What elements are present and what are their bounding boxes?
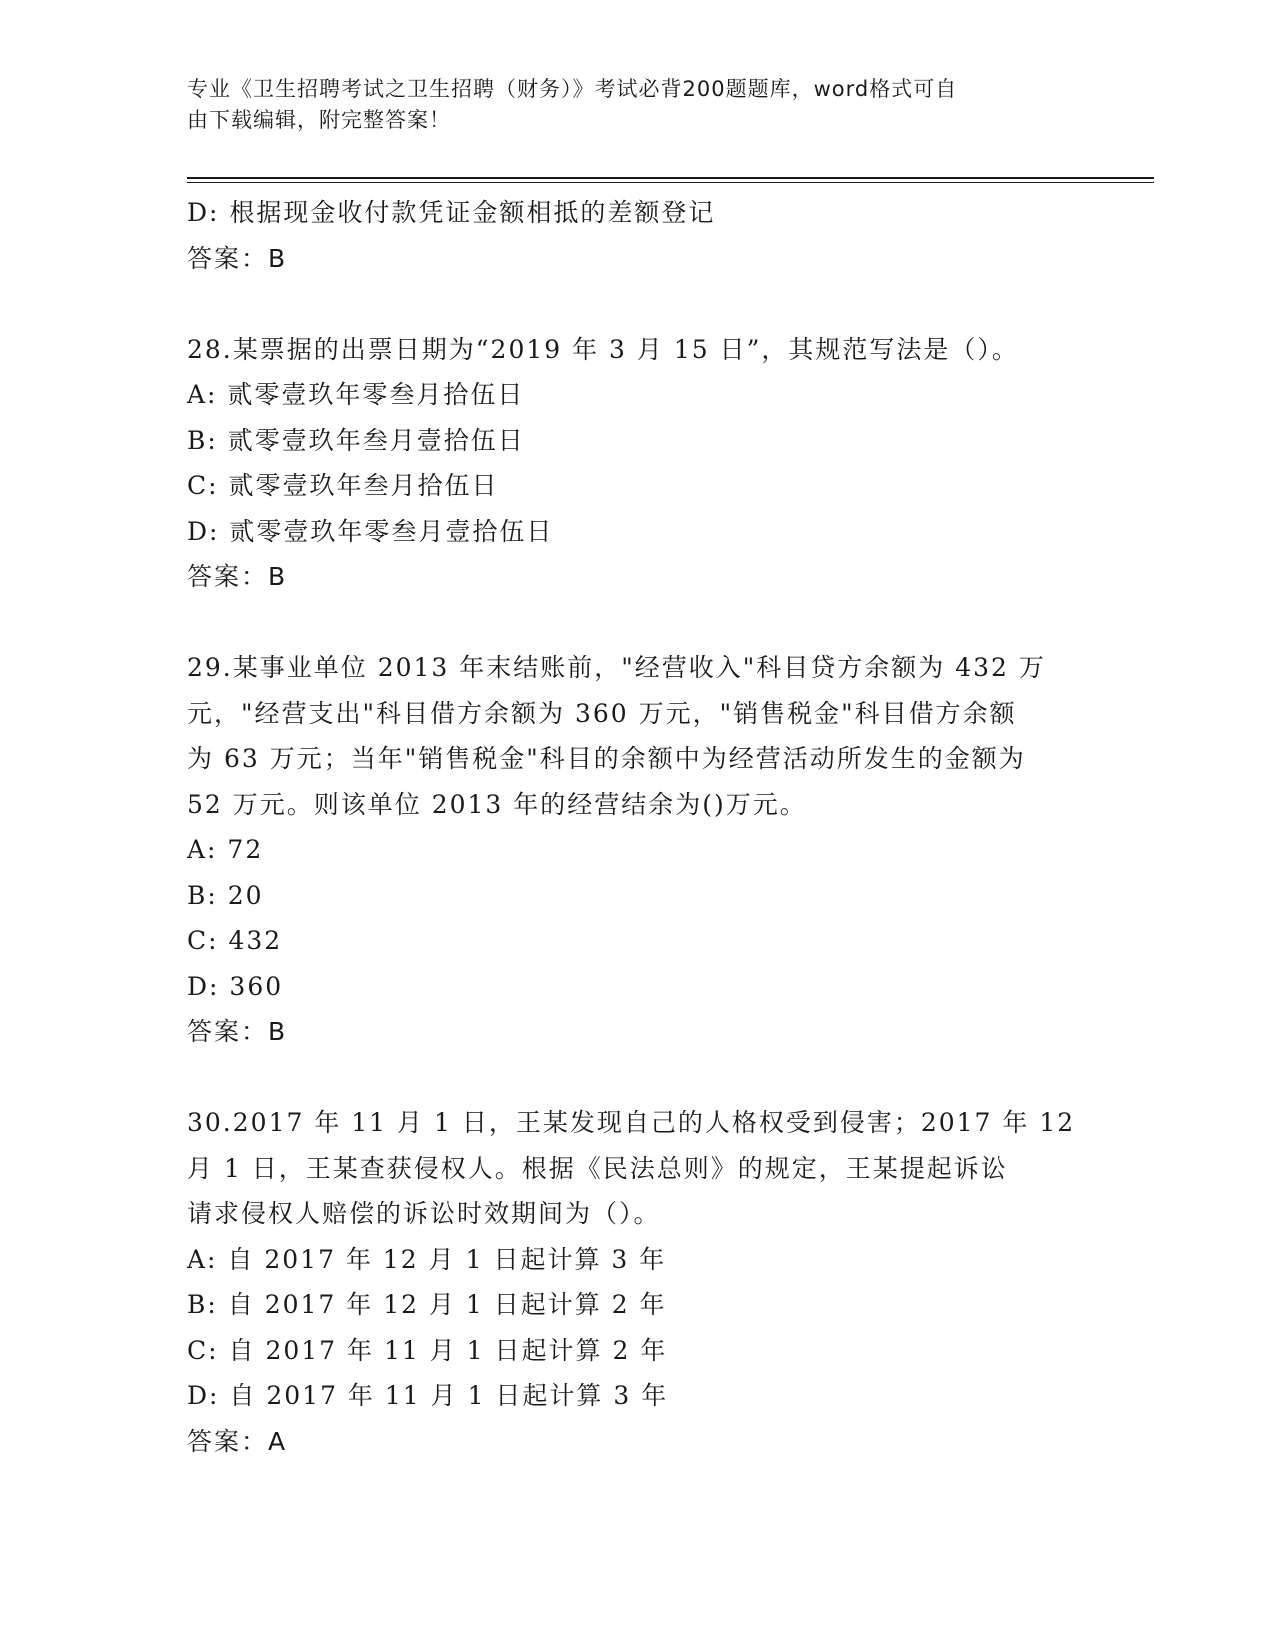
option-a: A: 自 2017 年 12 月 1 日起计算 3 年 <box>187 1244 667 1274</box>
header-divider-thin <box>187 182 1154 183</box>
answer-line: 答案：B <box>187 562 288 591</box>
question-text: 30.2017 年 11 月 1 日，王某发现自己的人格权受到侵害；2017 年 12 <box>187 1108 1076 1137</box>
option-b: B: 自 2017 年 12 月 1 日起计算 2 年 <box>187 1290 667 1319</box>
question-text: 为 63 万元；当年"销售税金"科目的余额中为经营活动所发生的金额为 <box>187 744 1026 773</box>
option-a: A: 72 <box>187 835 264 864</box>
header-line-1: 专业《卫生招聘考试之卫生招聘（财务）》考试必背200题题库，word格式可自 <box>187 77 958 101</box>
header-divider-thick <box>187 177 1154 179</box>
option-a: A: 贰零壹玖年零叁月拾伍日 <box>187 380 525 409</box>
option-c: C: 自 2017 年 11 月 1 日起计算 2 年 <box>187 1335 668 1365</box>
header-line-2: 由下载编辑，附完整答案！ <box>187 108 451 132</box>
question-text: 28.某票据的出票日期为“2019 年 3 月 15 日”，其规范写法是（）。 <box>187 334 1019 364</box>
option-c: C: 贰零壹玖年叁月拾伍日 <box>187 471 499 500</box>
question-text: 请求侵权人赔偿的诉讼时效期间为（）。 <box>187 1199 661 1228</box>
question-text: 月 1 日，王某查获侵权人。根据《民法总则》的规定，王某提起诉讼 <box>187 1153 1008 1183</box>
question-text: 29.某事业单位 2013 年末结账前，"经营收入"科目贷方余额为 432 万 <box>187 653 1046 682</box>
answer-line: 答案：B <box>187 1017 288 1046</box>
option-d: D: 自 2017 年 11 月 1 日起计算 3 年 <box>187 1381 669 1410</box>
option-d: D: 贰零壹玖年零叁月壹拾伍日 <box>187 516 554 546</box>
question-28 <box>187 327 1087 600</box>
option-c: C: 432 <box>187 926 283 955</box>
spacer <box>187 600 1087 646</box>
option-d: D: 360 <box>187 971 284 1001</box>
answer-line: 答案：B <box>187 243 288 273</box>
question-text: 52 万元。则该单位 2013 年的经营结余为()万元。 <box>187 789 807 819</box>
option-b: B: 贰零壹玖年叁月壹拾伍日 <box>187 425 525 455</box>
previous-question-tail <box>187 190 1087 281</box>
question-text: 元，"经营支出"科目借方余额为 360 万元，"销售税金"科目借方余额 <box>187 698 1017 728</box>
question-29 <box>187 645 1087 1055</box>
document-header <box>187 74 1067 136</box>
option-b: B: 20 <box>187 880 264 910</box>
document-body <box>187 190 1087 1464</box>
spacer <box>187 1055 1087 1101</box>
option-d: D: 根据现金收付款凭证金额相抵的差额登记 <box>187 198 716 227</box>
spacer <box>187 281 1087 327</box>
answer-line: 答案：A <box>187 1426 288 1456</box>
question-30 <box>187 1100 1087 1464</box>
